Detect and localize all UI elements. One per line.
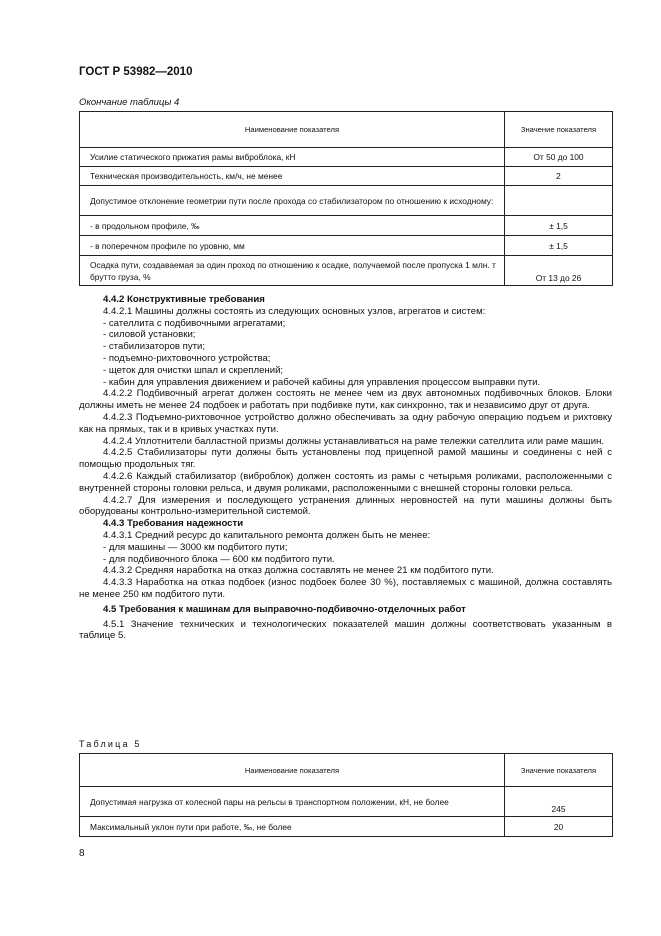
list-item: - кабин для управления движением и рабочей кабины для управления процессом выправки пути. (103, 376, 541, 388)
list-item: - подъемно-рихтовочного устройства; (103, 352, 271, 364)
list-item: - для машины — 3000 км подбитого пути; (103, 541, 288, 553)
row-value: 245 (505, 787, 613, 817)
table-row (80, 216, 613, 236)
section-heading-4-4-2: 4.4.2 Конструктивные требования (103, 294, 265, 305)
section-heading-4-4-3: 4.4.3 Требования надежности (103, 518, 244, 530)
table5-label: Таблица 5 (79, 739, 142, 749)
table-row (80, 148, 613, 167)
paragraph-4-4-3-2: 4.4.3.2 Средняя наработка на отказ должна составлять не менее 21 км подбитого пути. (103, 565, 494, 577)
table4-continuation-label: Окончание таблицы 4 (79, 97, 180, 108)
row-value: 20 (505, 817, 613, 837)
list-item: - для подбивочного блока — 600 км подбитого пути. (103, 553, 335, 565)
paragraph-4-4-2-6: 4.4.2.6 Каждый стабилизатор (виброблок) должен состоять из рамы с четырьмя роликами, расположенными с внутренней стороны головки рельса, и двумя роликами, расположенными с внешней стороны головки рельса. (79, 470, 612, 494)
row-value: 2 (505, 167, 613, 186)
row-value: ± 1,5 (505, 236, 613, 256)
row-name: Допустимая нагрузка от колесной пары на рельсы в транспортном положении, кН, не более (80, 787, 505, 817)
row-name: - в продольном профиле, ‰ (80, 216, 505, 236)
table-header-row (80, 754, 613, 787)
table-row (80, 817, 613, 837)
table-4 (79, 111, 613, 286)
row-name: Техническая производительность, км/ч, не менее (80, 167, 505, 186)
section-heading-4-5: 4.5 Требования к машинам для выправочно-подбивочно-отделочных работ (103, 603, 466, 615)
table-row (80, 236, 613, 256)
column-header-value: Значение показателя (505, 112, 613, 148)
paragraph-4-4-2-5: 4.4.2.5 Стабилизаторы пути должны быть установлены под прицепной рамой машины и соединены с ней с помощью продольных тяг. (79, 447, 612, 471)
paragraph-4-4-2-3: 4.4.2.3 Подъемно-рихтовочное устройство должно обеспечивать за одну рабочую операцию подъем и рихтовку как на прямых, так и в кривых участках пути. (79, 411, 612, 435)
row-name: - в поперечном профиле по уровню, мм (80, 236, 505, 256)
paragraph-4-4-2-7: 4.4.2.7 Для измерения и последующего устранения длинных неровностей на пути машины должны быть оборудованы контрольно-измерительной системой. (79, 494, 612, 518)
row-value: От 13 до 26 (505, 256, 613, 286)
row-name: Допустимое отклонение геометрии пути после прохода со стабилизатором по отношению к исходному: (80, 186, 505, 216)
table-row (80, 167, 613, 186)
table-row (80, 186, 613, 216)
page-number: 8 (79, 848, 85, 859)
column-header-name: Наименование показателя (80, 112, 505, 148)
row-name: Максимальный уклон пути при работе, ‰, не более (80, 817, 505, 837)
list-item: - щеток для очистки шпал и скреплений; (103, 364, 284, 376)
table-row (80, 256, 613, 286)
column-header-name: Наименование показателя (80, 754, 505, 787)
list-item: - силовой установки; (103, 329, 196, 341)
table-header-row (80, 112, 613, 148)
row-name: Осадка пути, создаваемая за один проход по отношению к осадке, получаемой после пропуска 1 млн. т брутто груза, % (80, 256, 505, 286)
paragraph-4-4-3-1: 4.4.3.1 Средний ресурс до капитального ремонта должен быть не менее: (103, 529, 431, 541)
list-item: - стабилизаторов пути; (103, 341, 206, 353)
table-5 (79, 753, 613, 837)
table-row (80, 787, 613, 817)
paragraph-4-5-1: 4.5.1 Значение технических и технологических показателей машин должны соответствовать указанным в таблице 5. (79, 618, 612, 642)
list-item: - сателлита с подбивочными агрегатами; (103, 317, 286, 329)
paragraph-4-4-2-1: 4.4.2.1 Машины должны состоять из следующих основных узлов, агрегатов и систем: (103, 305, 486, 317)
row-value (505, 186, 613, 216)
row-value: От 50 до 100 (505, 148, 613, 167)
paragraph-4-4-2-2: 4.4.2.2 Подбивочный агрегат должен состоять не менее чем из двух автономных подбивочных блоков. Блоки должны иметь не менее 24 подбоек и работать при подбивке пути, как синхронно, так и независимо друг от друга. (79, 388, 612, 412)
paragraph-4-4-2-4: 4.4.2.4 Уплотнители балластной призмы должны устанавливаться на раме тележки сателлита или раме машин. (103, 435, 605, 447)
row-value: ± 1,5 (505, 216, 613, 236)
row-name: Усилие статического прижатия рамы виброблока, кН (80, 148, 505, 167)
document-header: ГОСТ Р 53982—2010 (79, 66, 193, 78)
paragraph-4-4-3-3: 4.4.3.3 Наработка на отказ подбоек (износ подбоек более 30 %), поставляемых с машиной, должна составлять не менее 250 км подбитого пути. (79, 577, 612, 600)
column-header-value: Значение показателя (505, 754, 613, 787)
body-text (79, 294, 612, 642)
